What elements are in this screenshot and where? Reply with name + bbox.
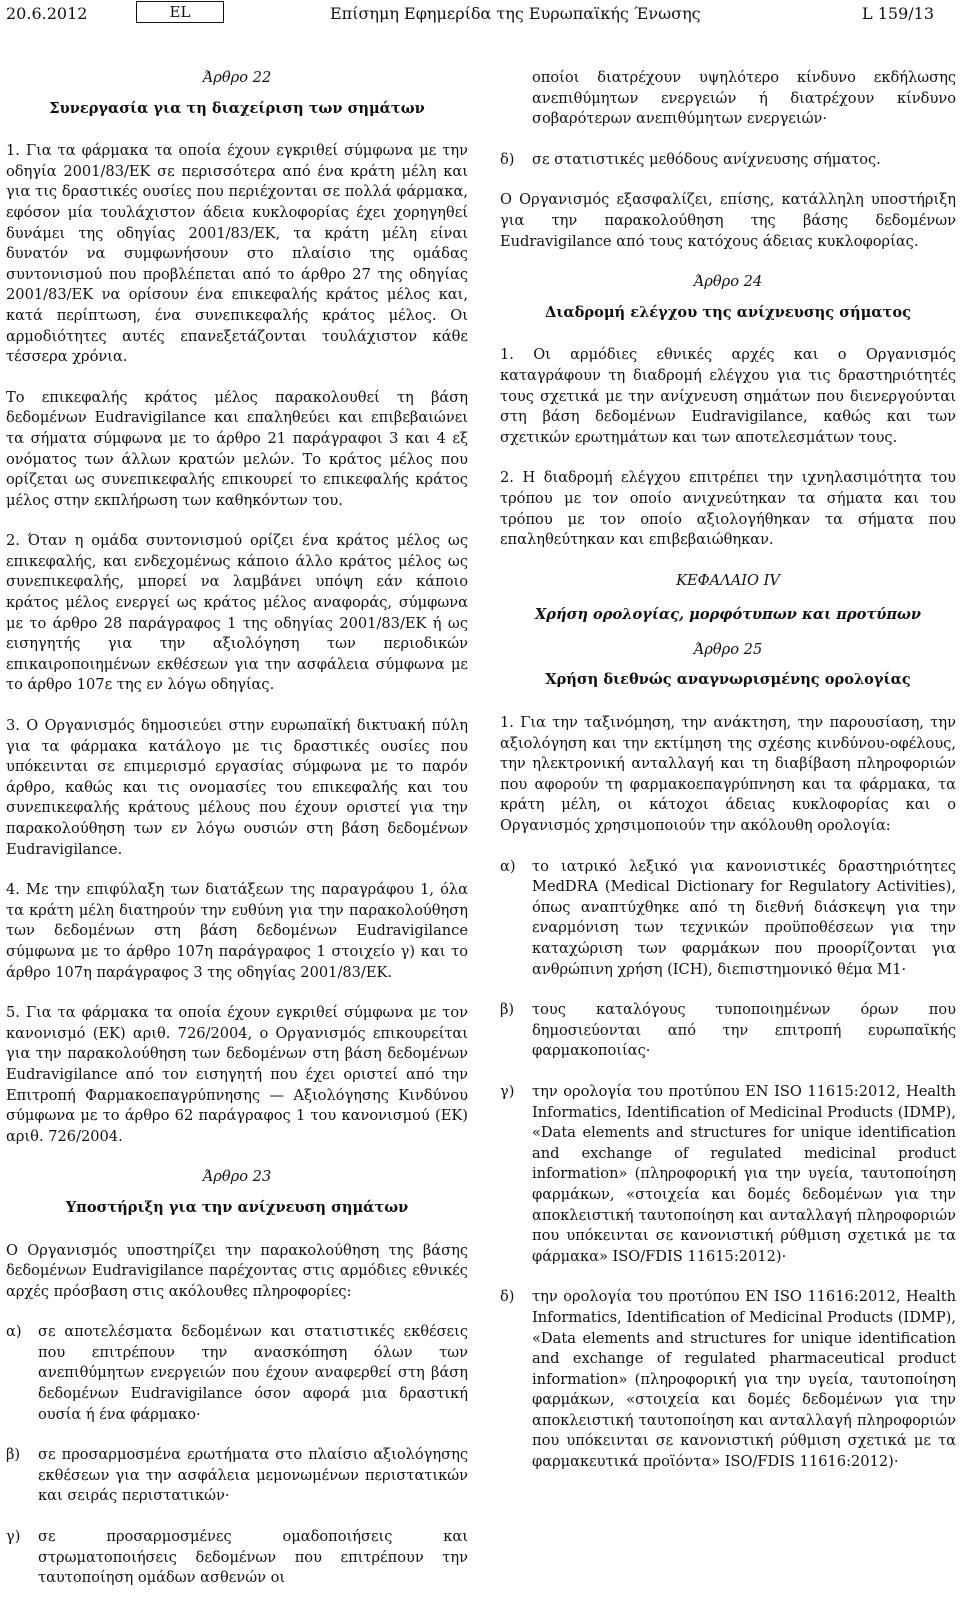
article-23-intro: Ο Οργανισμός υποστηρίζει την παρακολούθηση της βάσης δεδομένων Eudravigilance παρέχοντας στις αρμόδιες εθνικές αρχές πρόσβαση στις ακόλουθες πληροφορίες: (6, 1241, 468, 1300)
article-24-paragraph-2: 2. Η διαδρομή ελέγχου επιτρέπει την ιχνηλασιμότητα του τρόπου με τον οποίο ανιχνεύτηκαν τα σήματα και του τρόπου με τον οποίο αξιολογήθηκαν τα σήματα που επαληθεύτηκαν και επιβεβαιώθηκαν. (500, 469, 956, 549)
list-item-text: την ορολογία του προτύπου EN ISO 11616:2012, Health Informatics, Identification of Medicinal Products (IDMP), «Data elements and structures for unique identification and exchange of regulated pharmaceutical product information» (πληροφορική για την υγεία, ταυτοποίηση φαρμάκων, «στοιχεία και δομές δεδομένων για την αποκλειστική ταυτοποίηση και ανταλλαγή πληροφοριών που υπόκεινται σε κανονιστική ρύθμιση σχετικά με τα φαρμακευτικά προϊόντα» ISO/FDIS 11616:2012)· (532, 1288, 956, 1471)
support-paragraph: Ο Οργανισμός εξασφαλίζει, επίσης, κατάλληλη υποστήριξη για την παρακολούθηση της βάσης δεδομένων Eudravigilance από τους κατόχους άδειας κυκλοφορίας. (500, 191, 956, 250)
right-column (500, 68, 956, 1493)
list-item (500, 1082, 956, 1267)
list-item (500, 1287, 956, 1472)
article-22-paragraph-2: 2. Όταν η ομάδα συντονισμού ορίζει ένα κράτος μέλος ως επικεφαλής, και ενδεχομένως κάποιο άλλο κράτος μέλος ως συνεπικεφαλής, μπορεί να λαμβάνει υπόψη εάν κάποιο κράτος μέλος ενεργεί ως κράτος μέλος αναφοράς, σύμφωνα με το άρθρο 28 παράγραφος 1 της οδηγίας 2001/83/ΕΚ ή ως εισηγητής για την αξιολόγηση των περιοδικών επικαιροποιημένων εκθέσεων για την ασφάλεια σύμφωνα με το άρθρο 107ε της εν λόγω οδηγίας. (6, 532, 468, 694)
article-22-label: Άρθρο 22 (202, 69, 272, 86)
header-language-box: EL (136, 1, 224, 23)
article-22-title: Συνεργασία για τη διαχείριση των σημάτων (49, 99, 425, 117)
article-22-paragraph-3: 3. Ο Οργανισμός δημοσιεύει στην ευρωπαϊκή δικτυακή πύλη για τα φάρμακα κατάλογο με τις δραστικές ουσίες που υπόκεινται σε επιμερισμό εργασίας σύμφωνα με το παρόν άρθρο, καθώς και τις ονομασίες του επικεφαλής και του συνεπικεφαλής κράτους μέλους που έχουν οριστεί για την παρακολούθηση των εν λόγω ουσιών στη βάση δεδομένων Eudravigilance. (6, 717, 468, 858)
journal-header (0, 0, 960, 30)
list-item-continuation (500, 68, 956, 130)
list-item-label: γ) (500, 1082, 515, 1100)
article-24-label: Άρθρο 24 (693, 273, 763, 291)
article-23-label: Άρθρο 23 (202, 1168, 272, 1186)
list-item (6, 1445, 468, 1507)
list-item-label: β) (500, 1001, 515, 1019)
article-25-label: Άρθρο 25 (693, 640, 763, 658)
article-25-paragraph-1: 1. Για την ταξινόμηση, την ανάκτηση, την παρουσίαση, την αξιολόγηση και την εκτίμηση της σχέσης κινδύνου-οφέλους, την ηλεκτρονική ανταλλαγή και τη διαβίβαση πληροφοριών που αφορούν τη φαρμακοεπαγρύπνηση και τα φάρμακα, τα κράτη μέλη, οι κάτοχοι άδειας κυκλοφορίας και ο Οργανισμός χρησιμοποιούν την ακόλουθη ορολογία: (500, 714, 956, 835)
header-page-number: L 159/13 (862, 4, 934, 23)
list-item-text: σε προσαρμοσμένες ομαδοποιήσεις και στρωματοποιήσεις δεδομένων που επιτρέπουν την ταυτοποίηση ομάδων ασθενών οι (38, 1528, 468, 1587)
list-item (500, 150, 956, 171)
list-item-label: γ) (6, 1528, 21, 1546)
list-item-text: οποίοι διατρέχουν υψηλότερο κίνδυνο εκδήλωσης ανεπιθύμητων ενεργειών ή διατρέχουν κίνδυνο σοβαρότερων ανεπιθύμητων ενεργειών· (532, 69, 956, 128)
list-item-label: δ) (500, 150, 515, 168)
list-item-label: α) (6, 1323, 22, 1341)
left-column (6, 68, 468, 1609)
list-item (6, 1527, 468, 1589)
list-item-label: β) (6, 1446, 21, 1464)
chapter-label: ΚΕΦΑΛΑΙΟ IV (676, 571, 780, 589)
list-item-text: τους καταλόγους τυποποιημένων όρων που δημοσιεύονται από την επιτροπή ευρωπαϊκής φαρμακοποιίας· (532, 1001, 956, 1060)
header-date: 20.6.2012 (6, 4, 88, 23)
article-22-paragraph-5: 5. Για τα φάρμακα τα οποία έχουν εγκριθεί σύμφωνα με τον κανονισμό (ΕΚ) αριθ. 726/2004, ο Οργανισμός επικουρείται για την παρακολούθηση των δεδομένων στη βάση δεδομένων Eudravigilance από τον εισηγητή που έχει οριστεί από την Επιτροπή Φαρμακοεπαγρύπνησης — Αξιολόγησης Κινδύνου σύμφωνα με το άρθρο 62 παράγραφος 1 του κανονισμού (ΕΚ) αριθ. 726/2004. (6, 1004, 468, 1145)
list-item-label: δ) (500, 1288, 515, 1306)
list-item-label: α) (500, 857, 516, 875)
article-22-paragraph-1: 1. Για τα φάρμακα τα οποία έχουν εγκριθεί σύμφωνα με την οδηγία 2001/83/ΕΚ σε περισσότερα από ένα κράτη μέλη και για τις δραστικές ουσίες που περιέχονται σε πολλά φάρμακα, εφόσον μία τουλάχιστον άδεια κυκλοφορίας έχει χορηγηθεί δυνάμει της οδηγίας 2001/83/ΕΚ, τα κράτη μέλη είναι δυνατόν να συμφωνήσουν στο πλαίσιο της ομάδας συντονισμού που προβλέπεται από το άρθρο 27 της οδηγίας 2001/83/ΕΚ να ορίσουν ένα επικεφαλής κράτος μέλος και, κατά περίπτωση, ένα συνεπικεφαλής κράτος μέλος. Οι αρμοδιότητες αυτές επανεξετάζονται τουλάχιστον κάθε τέσσερα χρόνια. (6, 142, 468, 366)
article-23-title: Υποστήριξη για την ανίχνευση σημάτων (65, 1198, 409, 1216)
list-item-text: σε στατιστικές μεθόδους ανίχνευσης σήματος. (532, 150, 881, 168)
list-item (6, 1322, 468, 1425)
article-24-paragraph-1: 1. Οι αρμόδιες εθνικές αρχές και ο Οργανισμός καταγράφουν τη διαδρομή ελέγχου για τις δραστηριότητές τους σχετικά με την ανίχνευση σημάτων που διενεργούνται στη βάση δεδομένων Eudravigilance, καθώς και των σχετικών ερωτημάτων και των αποτελεσμάτων τους. (500, 346, 956, 446)
article-24-title: Διαδρομή ελέγχου της ανίχνευσης σήματος (545, 303, 911, 321)
article-25-title: Χρήση διεθνώς αναγνωρισμένης ορολογίας (545, 671, 911, 689)
list-item-text: σε προσαρμοσμένα ερωτήματα στο πλαίσιο αξιολόγησης εκθέσεων για την ασφάλεια μεμονωμένων περιστατικών και σειράς περιστατικών· (38, 1446, 468, 1505)
list-item-text: το ιατρικό λεξικό για κανονιστικές δραστηριότητες MedDRA (Medical Dictionary for Regulatory Activities), όπως αναπτύχθηκε από τη διεθνή διάσκεψη για την εναρμόνιση των τεχνικών προϋποθέσεων για την καταχώριση των φαρμάκων που προορίζονται για ανθρώπινη χρήση (ICH), διεπιστημονικό θέμα M1· (532, 857, 956, 978)
header-journal-title: Επίσημη Εφημερίδα της Ευρωπαϊκής Ένωσης (330, 4, 701, 23)
article-22-paragraph-4: 4. Με την επιφύλαξη των διατάξεων της παραγράφου 1, όλα τα κράτη μέλη διατηρούν την ευθύνη για την παρακολούθηση των δεδομένων στη βάση δεδομένων Eudravigilance σύμφωνα με το άρθρο 107η παράγραφος 1 στοιχείο γ) και το άρθρο 107η παράγραφος 3 της οδηγίας 2001/83/ΕΚ. (6, 881, 468, 981)
article-22-paragraph-1b: Το επικεφαλής κράτος μέλος παρακολουθεί τη βάση δεδομένων Eudravigilance και επαληθεύει και επιβεβαιώνει τα σήματα σύμφωνα με το άρθρο 21 παράγραφοι 3 και 4 εξ ονόματος των άλλων κρατών μελών. Το κράτος μέλος που ορίζεται ως συνεπικεφαλής επικουρεί το επικεφαλής κράτος μέλος στην εκπλήρωση των καθηκόντων του. (6, 388, 468, 509)
list-item (500, 1000, 956, 1062)
list-item-text: την ορολογία του προτύπου EN ISO 11615:2012, Health Informatics, Identification of Medicinal Products (IDMP), «Data elements and structures for unique identification and exchange of regulated medicinal product information» (πληροφορική για την υγεία, ταυτοποίηση φαρμάκων, «στοιχεία και δομές δεδομένων για την αποκλειστική ταυτοποίηση και ανταλλαγή πληροφοριών που υπόκεινται σε κανονιστική ρύθμιση σχετικά με τα φάρμακα» ISO/FDIS 11615:2012)· (532, 1082, 956, 1265)
chapter-title: Χρήση ορολογίας, μορφότυπων και προτύπων (534, 606, 922, 624)
list-item (500, 857, 956, 981)
list-item-text: σε αποτελέσματα δεδομένων και στατιστικές εκθέσεις που επιτρέπουν την ανασκόπηση όλων των ανεπιθύμητων ενεργειών που έχουν αναφερθεί στη βάση δεδομένων Eudravigilance όσον αφορά μια δραστική ουσία ή ένα φάρμακο· (38, 1323, 468, 1423)
